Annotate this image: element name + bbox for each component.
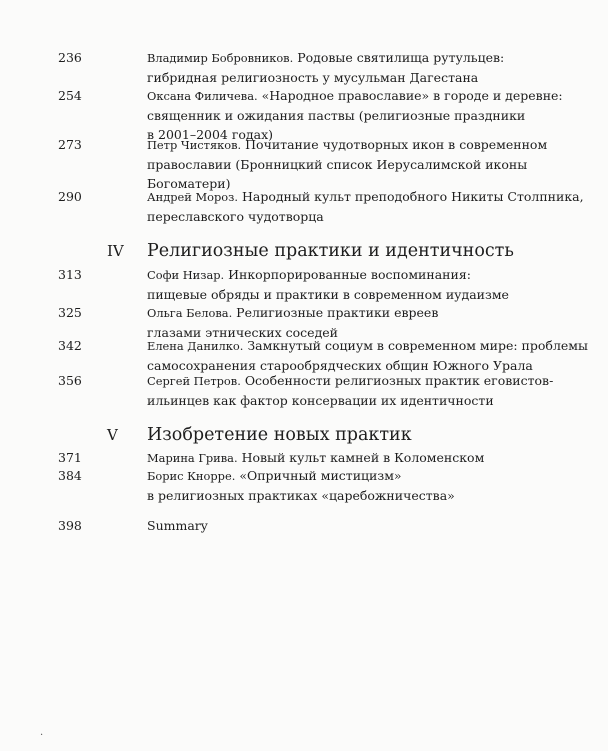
summary-page-number: 398 (58, 518, 82, 533)
title-line: Особенности религиозных практик еговистов- (244, 373, 554, 388)
title-line: в религиозных практиках «царебожничества» (147, 488, 455, 503)
title-line: гибридная религиозность у мусульман Дагестана (147, 70, 479, 85)
author: Марина Грива. (147, 451, 238, 465)
entry-text (147, 336, 588, 375)
section-title: Религиозные практики и идентичность (147, 241, 514, 261)
title-line: пищевые обряды и практики в современном иудаизме (147, 287, 509, 302)
summary-label: Summary (147, 518, 208, 533)
section-title: Изобретение новых практик (147, 425, 412, 445)
page-number: 325 (58, 305, 82, 320)
title-line: Религиозные практики евреев (236, 305, 439, 320)
author: Петр Чистяков. (147, 138, 242, 152)
title-line: Народный культ преподобного Никиты Столпника, (241, 189, 584, 204)
author: Ольга Белова. (147, 306, 233, 320)
title-line: глазами этнических соседей (147, 325, 338, 340)
title-line: «Опричный мистицизм» (239, 468, 402, 483)
entry-text (147, 187, 584, 226)
entry-text (147, 371, 567, 410)
page-number: 236 (58, 50, 82, 65)
page-number: 290 (58, 189, 82, 204)
section-number: IV (107, 242, 124, 260)
author: Елена Данилко. (147, 339, 244, 353)
author: Софи Низар. (147, 268, 225, 282)
corner-mark: . (40, 727, 44, 738)
section-number: V (107, 426, 118, 444)
author: Борис Кнорре. (147, 469, 236, 483)
title-line: Почитание чудотворных икон в современном (245, 137, 548, 152)
page-number: 371 (58, 450, 82, 465)
page-number: 384 (58, 468, 82, 483)
author: Андрей Мороз. (147, 190, 238, 204)
entry-text (147, 265, 567, 304)
author: Сергей Петров. (147, 374, 241, 388)
page-number: 356 (58, 373, 82, 388)
entry-text (147, 448, 567, 468)
page-number: 254 (58, 88, 82, 103)
page-number: 313 (58, 267, 82, 282)
title-line: священник и ожидания паствы (религиозные праздники (147, 108, 526, 123)
title-line: Новый культ камней в Коломенском (241, 450, 485, 465)
title-line: Богоматери) (147, 176, 231, 191)
author: Владимир Бобровников. (147, 51, 294, 65)
title-line: Родовые святилища рутульцев: (297, 50, 505, 65)
page-number: 273 (58, 137, 82, 152)
entry-text (147, 48, 567, 87)
author: Оксана Филичева. (147, 89, 258, 103)
title-line: ильинцев как фактор консервации их идентичности (147, 393, 494, 408)
title-line: православии (Бронницкий список Иерусалимской иконы (147, 157, 528, 172)
title-line: самосохранения старообрядческих общин Южного Урала (147, 358, 533, 373)
entry-text (147, 466, 567, 505)
title-line: Инкорпорированные воспоминания: (228, 267, 471, 282)
title-line: «Народное православие» в городе и деревне: (261, 88, 563, 103)
title-line: переславского чудотворца (147, 209, 324, 224)
title-line: Замкнутый социум в современном мире: проблемы (247, 338, 588, 353)
entry-text (147, 135, 567, 193)
title-line: в 2001–2004 годах) (147, 127, 274, 142)
page-number: 342 (58, 338, 82, 353)
